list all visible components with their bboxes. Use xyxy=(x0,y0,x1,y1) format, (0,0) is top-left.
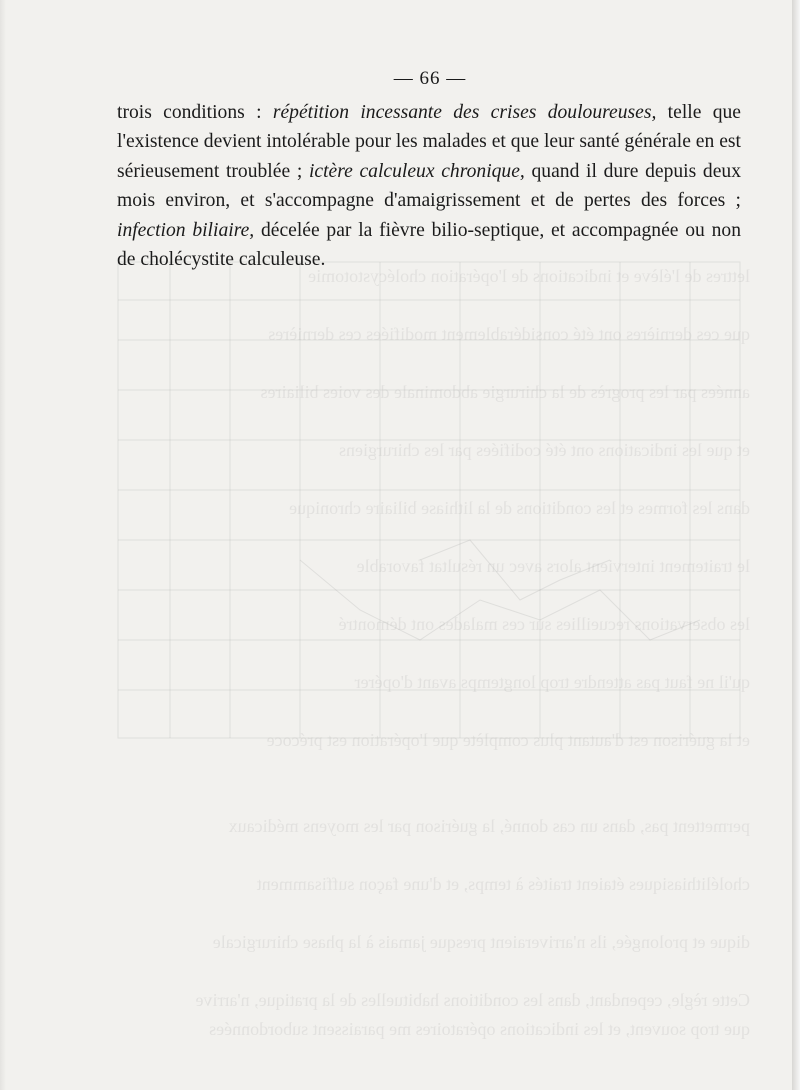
bleed-through-line: dique et prolongée, ils n'arriveraient presque jamais à la phase chirurgicale xyxy=(212,932,750,952)
bleed-through-line: permettent pas, dans un cas donné, la guérison par les moyens médicaux xyxy=(228,816,750,836)
bleed-through-line: lettres de l'élève et indications de l'opération cholécystotomie xyxy=(308,266,750,286)
paragraph-run: décelée par la fièvre bilio-septique, et accompagnée ou non de cholécystite calculeuse. xyxy=(117,219,741,271)
bleed-through-line: cholélithiasiques étaient traités à temps, et d'une façon suffisamment xyxy=(256,874,750,894)
paragraph-run: trois conditions : xyxy=(117,102,273,123)
page-number: — 66 — xyxy=(393,68,467,89)
page-left-edge xyxy=(0,0,6,1090)
bleed-through-line: que ces dernières ont été considérablement modifiées ces dernières xyxy=(268,324,750,344)
paragraph-run: quand il dure depuis deux mois environ, et s'accompagne d'amaigrissement et de pertes des forces ; xyxy=(117,160,742,212)
bleed-through-line: les observations recueillies sur ces malades ont démontré xyxy=(338,614,750,634)
paragraph-run-italic: ictère calculeux chronique, xyxy=(308,160,525,182)
bleed-through-line: et la guérison est d'autant plus complète que l'opération est précoce xyxy=(266,730,750,750)
bleed-through-line: années par les progrès de la chirurgie abdominale des voies biliaires xyxy=(260,382,750,402)
bleed-through-line: que trop souvent, et les indications opératoires me paraissent subordonnées xyxy=(209,1019,750,1039)
paragraph-run: telle que l'existence devient intolérable pour les malades et que leur santé générale en est sérieusement troublée ; xyxy=(117,102,741,182)
body-paragraph xyxy=(117,98,741,274)
bleed-through-line: Cette règle, cependant, dans les conditions habituelles de la pratique, n'arrive xyxy=(195,990,750,1010)
bleed-through-line: qu'il ne faut pas attendre trop longtemps avant d'opérer xyxy=(354,672,750,692)
bleed-through-line: dans les formes et les conditions de la lithiase biliaire chronique xyxy=(289,498,750,518)
paragraph-run-italic: infection biliaire, xyxy=(117,219,255,241)
bleed-through-line: le traitement intervient alors avec un résultat favorable xyxy=(356,556,750,576)
page-right-edge xyxy=(792,0,800,1090)
bleed-through-line: et que les indications ont été codifiées par les chirurgiens xyxy=(338,440,750,460)
paragraph-run-italic: répétition incessante des crises douloureuses, xyxy=(272,102,657,123)
